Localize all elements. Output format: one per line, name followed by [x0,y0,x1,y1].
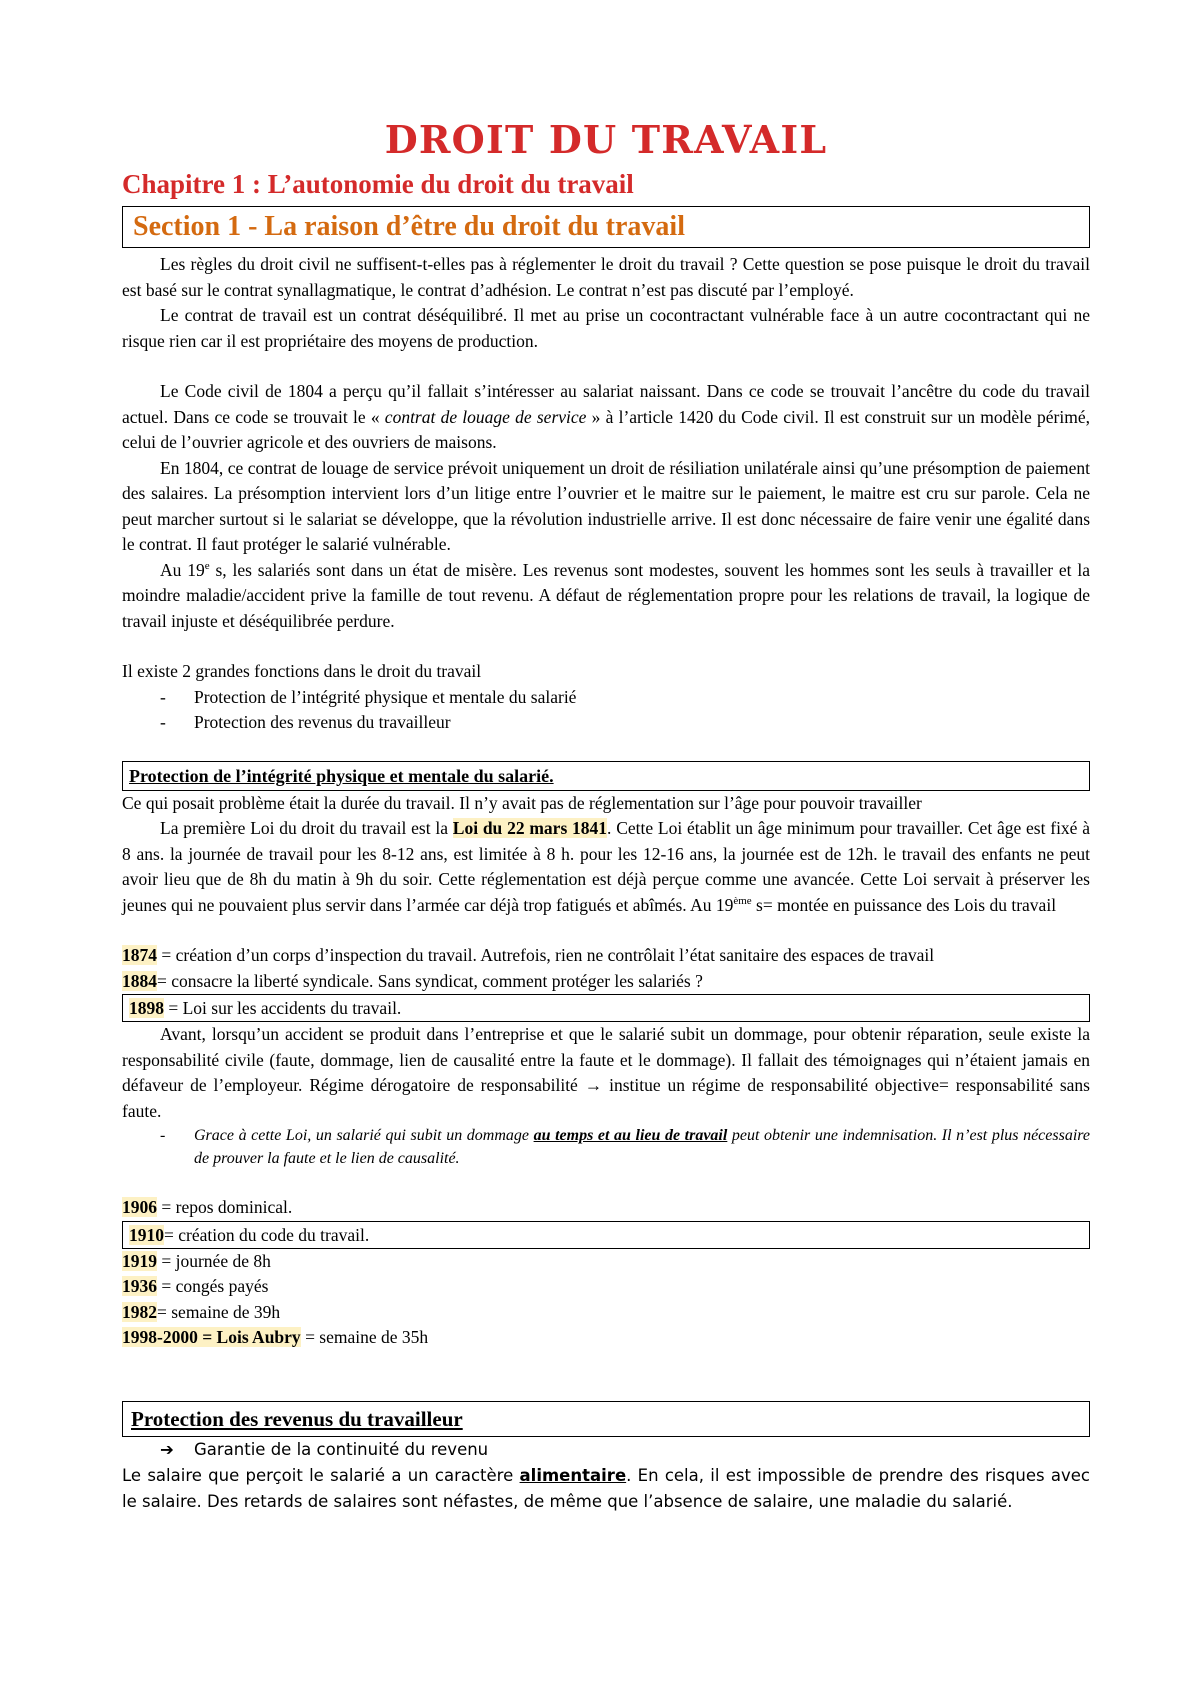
highlighted-law: Loi du 22 mars 1841 [452,818,608,838]
subsection-heading-integrity: Protection de l’intégrité physique et mentale du salarié. [122,761,1090,791]
paragraph: Le contrat de travail est un contrat déséquilibré. Il met au prise un cocontractant vulnérable face à un autre cocontractant qui ne risque rien car il est propriétaire des moyens de production. [122,305,1090,351]
paragraph: La première Loi du droit du travail est la Loi du 22 mars 1841. Cette Loi établit un âge minimum pour travailler. Cet âge est fixé à 8 ans. la journée de travail pour les 8-12 ans, est limitée à 8 h. pour les 12-16 ans, la journée est de 12h. le travail des enfants ne peut avoir lieu que de 8h du matin à 9h du soir. Cette réglementation est déjà perçue comme une avancée. Cette Loi servait à préserver les jeunes qui ne pouvaient plus servir dans l’armée car déjà trop fatigués et abîmés. Au 19ème s= montée en puissance des Lois du travail [122,818,1090,915]
arrow-item: ➔ Garantie de la continuité du revenu [122,1437,1090,1463]
paragraph: Ce qui posait problème était la durée du travail. Il n’y avait pas de réglementation sur l’âge pour pouvoir travailler [122,792,922,813]
paragraph: Avant, lorsqu’un accident se produit dans l’entreprise et que le salarié subit un dommage, pour obtenir réparation, seule existe la responsabilité civile (faute, dommage, lien de causalité entre la faute et le dommage). Il fallait des témoignages qui n’étaient jamais en défaveur de l’employeur. Régime dérogatoire de responsabilité → institue un régime de responsabilité objective= responsabilité sans faute. [122,1024,1090,1121]
timeline-entry-boxed: 1910= création du code du travail. [122,1221,1090,1249]
list-item: - Protection des revenus du travailleur [160,710,1090,736]
paragraph: En 1804, ce contrat de louage de service prévoit uniquement un droit de résiliation unilatérale ainsi qu’une présomption de paiement des salaires. La présomption intervient lors d’un litige entre l’ouvrier et le maitre sur le paiement, le maitre est cru sur parole. Cela ne peut marcher surtout si le salariat se développe, que la révolution industrielle arrive. Il est donc nécessaire de faire venir une égalité dans le contrat. Il faut protéger le salarié vulnérable. [122,457,1090,554]
paragraph: Le salaire que perçoit le salarié a un caractère alimentaire. En cela, il est impossible de prendre des risques avec le salaire. Des retards de salaires sont néfastes, de même que l’absence de salaire, une maladie du salarié. [122,1465,1090,1511]
document-title: DROIT DU TRAVAIL [384,117,828,162]
list-item: - Grace à cette Loi, un salarié qui subit un dommage au temps et au lieu de travail peut obtenir une indemnisation. Il n’est plus nécessaire de prouver la faute et le lien de causalité. [160,1124,1090,1170]
timeline-entry: 1936 = congés payés [122,1276,269,1296]
chapter-heading: Chapitre 1 : L’autonomie du droit du travail [122,169,634,199]
timeline-entry-boxed: 1898 = Loi sur les accidents du travail. [122,994,1090,1022]
paragraph: Les règles du droit civil ne suffisent-t-elles pas à réglementer le droit du travail ? Cette question se pose puisque le droit du travail est basé sur le contrat synallagmatique, le contrat d’adhésion. Le contrat n’est pas discuté par l’employé. [122,254,1090,300]
paragraph: Il existe 2 grandes fonctions dans le droit du travail [122,661,482,681]
document-body [122,118,1090,1515]
paragraph: Au 19e s, les salariés sont dans un état de misère. Les revenus sont modestes, souvent les hommes sont les seuls à travailler et la moindre maladie/accident prive la famille de tout revenu. A défaut de réglementation propre pour les relations de travail, la logique de travail injuste et déséquilibrée perdure. [122,559,1090,631]
subsection-heading-revenue: Protection des revenus du travailleur [122,1401,1090,1437]
arrow-icon: ➔ [160,1439,174,1459]
list-item: - Protection de l’intégrité physique et mentale du salarié [160,685,1090,711]
timeline-entry: 1874 = création d’un corps d’inspection du travail. Autrefois, rien ne contrôlait l’état sanitaire des espaces de travail [122,945,935,965]
paragraph: Le Code civil de 1804 a perçu qu’il fallait s’intéresser au salariat naissant. Dans ce code se trouvait l’ancêtre du code du travail actuel. Dans ce code se trouvait le « contrat de louage de service » à l’article 1420 du Code civil. Il est construit sur un modèle périmé, celui de l’ouvrier agricole et des ouvriers de maisons. [122,381,1090,452]
section-heading: Section 1 - La raison d’être du droit du travail [122,206,1090,248]
note-list [122,1124,1090,1170]
timeline-entry: 1982= semaine de 39h [122,1301,281,1322]
timeline-entry: 1906 = repos dominical. [122,1197,293,1217]
timeline-entry: 1919 = journée de 8h [122,1250,271,1271]
functions-list [122,685,1090,736]
timeline-entry: 1884= consacre la liberté syndicale. Sans syndicat, comment protéger les salariés ? [122,970,703,991]
timeline-entry: 1998-2000 = Lois Aubry = semaine de 35h [122,1327,429,1347]
